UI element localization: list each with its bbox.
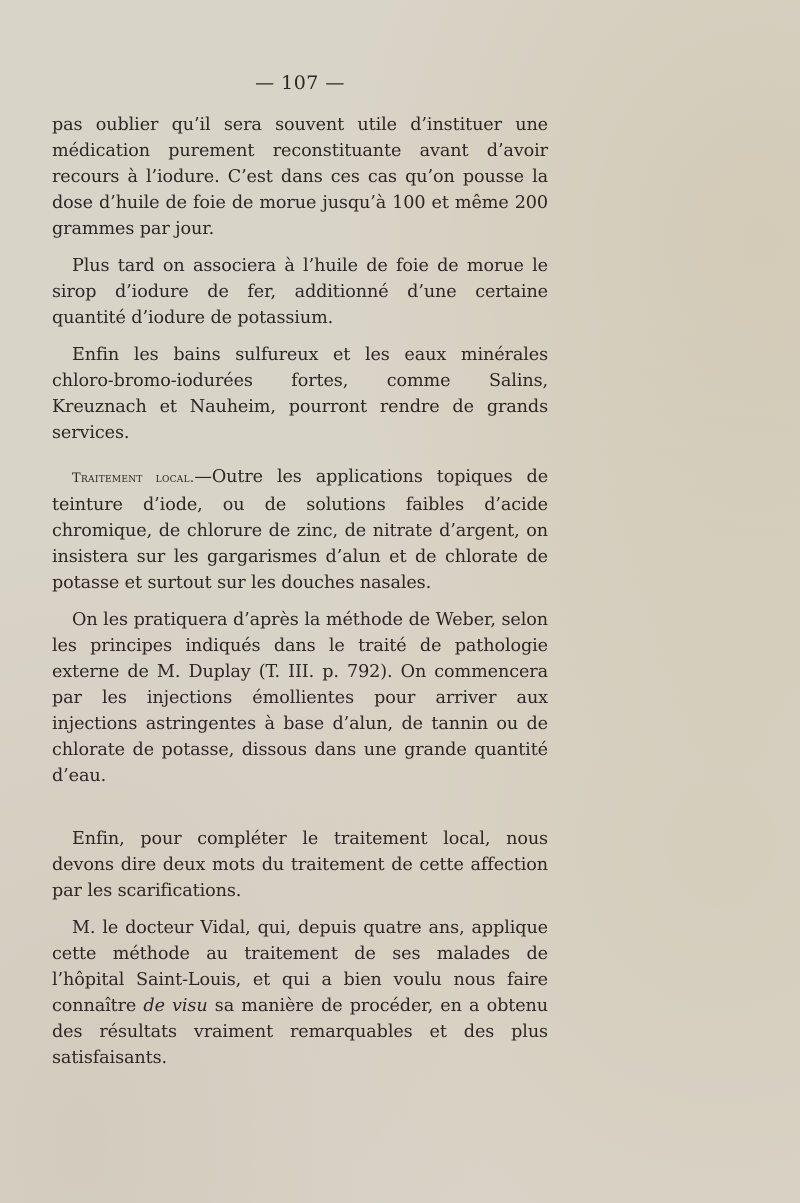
paragraph-6: Enfin, pour compléter le traitement local, nous devons dire deux mots du traitement de cette affection par les scarifications. [52,829,548,901]
blank-gap [52,800,548,826]
paragraph-1: pas oublier qu’il sera souvent utile d’instituer une médication purement reconstituante avant d’avoir recours à l’iodure. C’est dans ces cas qu’on pousse la dose d’huile de foie de morue jusqu’à 100 et même 200 grammes par jour. [52,115,548,239]
section-heading: Traitement local. [72,471,195,486]
paragraph-7 [52,915,548,1071]
page-number: — 107 — [255,72,345,94]
paragraph-4-text: —Outre les applications topiques de teinture d’iode, ou de solutions faibles d’acide chromique, de chlorure de zinc, de nitrate d’argent, on insistera sur les gargarismes d’alun et de chlorate de potasse et surtout sur les douches nasales. [52,467,549,593]
paragraph-3: Enfin les bains sulfureux et les eaux minérales chloro-bromo-iodurées fortes, comme Salins, Kreuznach et Nauheim, pourront rendre de grands services. [52,345,548,443]
paragraph-4 [52,464,548,596]
paragraph-2: Plus tard on associera à l’huile de foie de morue le sirop d’iodure de fer, additionné d’une certaine quantité d’iodure de potassium. [52,256,548,328]
paragraph-7-text-before: M. le docteur Vidal, qui, depuis quatre ans, applique cette méthode au traitement de ses malades de l’hôpital Saint-Louis, et qui a bien voulu nous faire connaître [52,918,548,1016]
paragraph-7-text-after: sa manière de procéder, en a obtenu des résultats vraiment remarquables et des plus satisfaisants. [52,996,548,1068]
book-page [52,72,548,1082]
italic-phrase: de visu [143,996,208,1016]
paragraph-5: On les pratiquera d’après la méthode de Weber, selon les principes indiqués dans le traité de pathologie externe de M. Duplay (T. III. p. 792). On commencera par les injections émollientes pour arriver aux injections astringentes à base d’alun, de tannin ou de chlorate de potasse, dissous dans une grande quantité d’eau. [52,610,548,786]
